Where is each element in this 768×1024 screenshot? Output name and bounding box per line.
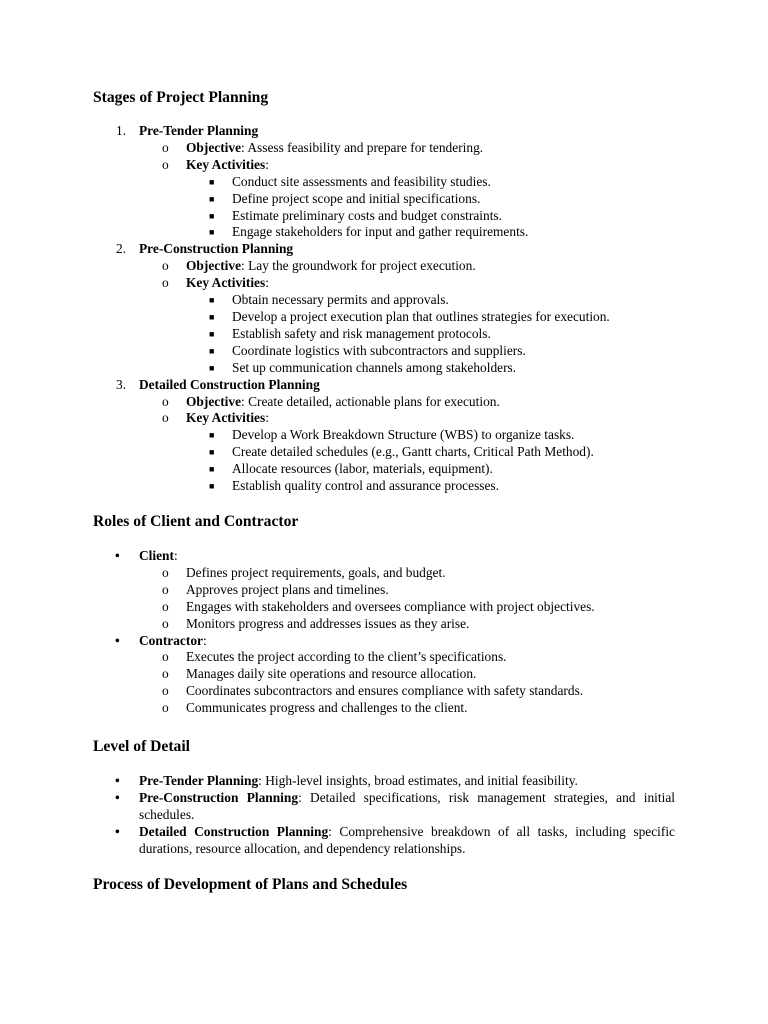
list-item bbox=[93, 824, 675, 858]
list-item bbox=[93, 548, 675, 565]
heading-roles: Roles of Client and Contractor bbox=[93, 513, 299, 530]
circle-bullet-icon: o bbox=[162, 700, 169, 716]
list-item bbox=[93, 700, 675, 717]
activity-text: Establish safety and risk management protocols. bbox=[232, 325, 491, 341]
list-number: 1. bbox=[116, 123, 127, 138]
list-item bbox=[93, 427, 675, 444]
role-point: Engages with stakeholders and oversees compliance with project objectives. bbox=[186, 598, 595, 614]
activity-text: Create detailed schedules (e.g., Gantt charts, Critical Path Method). bbox=[232, 444, 594, 460]
list-number: 3. bbox=[116, 376, 127, 392]
square-bullet-icon: ■ bbox=[209, 193, 215, 204]
activities-label: Key Activities bbox=[186, 275, 266, 291]
circle-bullet-icon: o bbox=[162, 393, 169, 409]
list-item bbox=[93, 410, 675, 427]
list-item bbox=[93, 258, 675, 275]
square-bullet-icon: ■ bbox=[209, 295, 215, 306]
list-item bbox=[93, 616, 675, 633]
role-point: Executes the project according to the client’s specifications. bbox=[186, 649, 507, 665]
detail-label: Pre-Construction Planning bbox=[139, 789, 299, 805]
list-item bbox=[93, 224, 675, 241]
list-item bbox=[93, 666, 675, 683]
activity-text: Set up communication channels among stakeholders. bbox=[232, 359, 517, 375]
activity-text: Engage stakeholders for input and gather requirements. bbox=[232, 224, 529, 240]
circle-bullet-icon: o bbox=[162, 275, 169, 291]
list-item bbox=[93, 773, 675, 790]
heading-process: Process of Development of Plans and Schedules bbox=[93, 876, 408, 893]
activity-text: Develop a Work Breakdown Structure (WBS) to organize tasks. bbox=[232, 427, 575, 443]
role-point: Approves project plans and timelines. bbox=[186, 581, 389, 597]
circle-bullet-icon: o bbox=[162, 615, 169, 631]
detail-text: : Comprehensive breakdown of all tasks, including specific durations, resource allocation, and dependency relationships. bbox=[139, 823, 675, 856]
list-item bbox=[93, 343, 675, 360]
role-point: Communicates progress and challenges to the client. bbox=[186, 700, 468, 716]
square-bullet-icon: ■ bbox=[209, 227, 215, 238]
activity-text: Allocate resources (labor, materials, equipment). bbox=[232, 461, 493, 477]
stage-title: Detailed Construction Planning bbox=[139, 376, 320, 392]
list-item bbox=[93, 309, 675, 326]
heading-stages: Stages of Project Planning bbox=[93, 89, 269, 106]
role-label: Contractor bbox=[139, 632, 203, 648]
disc-bullet-icon: • bbox=[115, 773, 120, 788]
role-colon: : bbox=[202, 632, 207, 648]
circle-bullet-icon: o bbox=[162, 258, 169, 274]
list-item bbox=[93, 633, 675, 650]
square-bullet-icon: ■ bbox=[209, 311, 215, 322]
role-point: Manages daily site operations and resource allocation. bbox=[186, 666, 477, 682]
list-item bbox=[93, 599, 675, 616]
list-item bbox=[93, 241, 675, 258]
list-item bbox=[93, 461, 675, 478]
list-item bbox=[93, 649, 675, 666]
square-bullet-icon: ■ bbox=[209, 362, 215, 373]
list-item bbox=[93, 140, 675, 157]
circle-bullet-icon: o bbox=[162, 598, 169, 614]
square-bullet-icon: ■ bbox=[209, 210, 215, 221]
stage-title: Pre-Construction Planning bbox=[139, 241, 294, 257]
circle-bullet-icon: o bbox=[162, 581, 169, 597]
list-item bbox=[93, 582, 675, 599]
role-label: Client bbox=[139, 548, 174, 563]
activities-colon: : bbox=[265, 156, 269, 172]
disc-bullet-icon: • bbox=[115, 632, 120, 648]
detail-label: Detailed Construction Planning bbox=[139, 823, 329, 839]
activity-text: Develop a project execution plan that outlines strategies for execution. bbox=[232, 308, 610, 324]
square-bullet-icon: ■ bbox=[209, 430, 215, 441]
circle-bullet-icon: o bbox=[162, 410, 169, 426]
heading-level-of-detail: Level of Detail bbox=[93, 738, 190, 755]
activities-colon: : bbox=[265, 410, 269, 426]
role-point: Coordinates subcontractors and ensures compliance with safety standards. bbox=[186, 683, 584, 699]
list-item bbox=[93, 191, 675, 208]
activities-colon: : bbox=[265, 275, 269, 291]
activity-text: Obtain necessary permits and approvals. bbox=[232, 292, 449, 308]
list-item bbox=[93, 123, 675, 140]
list-item bbox=[93, 683, 675, 700]
square-bullet-icon: ■ bbox=[209, 345, 215, 356]
detail-text: : Detailed specifications, risk management strategies, and initial schedules. bbox=[139, 789, 676, 822]
list-item bbox=[93, 326, 675, 343]
stage-title: Pre-Tender Planning bbox=[139, 123, 259, 138]
square-bullet-icon: ■ bbox=[209, 447, 215, 458]
list-item bbox=[93, 292, 675, 309]
square-bullet-icon: ■ bbox=[209, 464, 215, 475]
objective-label: Objective bbox=[186, 393, 242, 409]
square-bullet-icon: ■ bbox=[209, 328, 215, 339]
square-bullet-icon: ■ bbox=[209, 176, 215, 187]
list-item bbox=[93, 377, 675, 394]
detail-text: : High-level insights, broad estimates, and initial feasibility. bbox=[258, 773, 578, 788]
circle-bullet-icon: o bbox=[162, 564, 169, 580]
circle-bullet-icon: o bbox=[162, 139, 169, 155]
disc-bullet-icon: • bbox=[115, 789, 120, 805]
activity-text: Estimate preliminary costs and budget constraints. bbox=[232, 207, 502, 223]
activity-text: Establish quality control and assurance processes. bbox=[232, 478, 499, 494]
square-bullet-icon: ■ bbox=[209, 481, 215, 492]
circle-bullet-icon: o bbox=[162, 649, 169, 665]
list-item bbox=[93, 394, 675, 411]
list-number: 2. bbox=[116, 241, 127, 257]
activity-text: Conduct site assessments and feasibility studies. bbox=[232, 173, 491, 189]
disc-bullet-icon: • bbox=[115, 548, 120, 563]
objective-text: : Assess feasibility and prepare for tendering. bbox=[241, 139, 484, 155]
role-point: Monitors progress and addresses issues as they arise. bbox=[186, 615, 470, 631]
objective-label: Objective bbox=[186, 258, 242, 274]
roles-list bbox=[93, 548, 675, 717]
list-item bbox=[93, 360, 675, 377]
stages-list bbox=[93, 123, 675, 495]
role-colon: : bbox=[173, 548, 178, 563]
objective-text: : Lay the groundwork for project execution. bbox=[241, 258, 476, 274]
role-point: Defines project requirements, goals, and budget. bbox=[186, 564, 446, 580]
detail-list bbox=[93, 773, 675, 858]
activity-text: Define project scope and initial specifications. bbox=[232, 190, 481, 206]
disc-bullet-icon: • bbox=[115, 823, 120, 839]
detail-label: Pre-Tender Planning bbox=[139, 773, 259, 788]
list-item bbox=[93, 565, 675, 582]
objective-text: : Create detailed, actionable plans for execution. bbox=[241, 393, 500, 409]
activities-label: Key Activities bbox=[186, 156, 266, 172]
activity-text: Coordinate logistics with subcontractors and suppliers. bbox=[232, 342, 526, 358]
list-item bbox=[93, 174, 675, 191]
list-item bbox=[93, 157, 675, 174]
list-item bbox=[93, 478, 675, 495]
list-item bbox=[93, 208, 675, 225]
circle-bullet-icon: o bbox=[162, 666, 169, 682]
activities-label: Key Activities bbox=[186, 410, 266, 426]
list-item bbox=[93, 790, 675, 824]
list-item bbox=[93, 444, 675, 461]
circle-bullet-icon: o bbox=[162, 683, 169, 699]
objective-label: Objective bbox=[186, 139, 242, 155]
list-item bbox=[93, 275, 675, 292]
circle-bullet-icon: o bbox=[162, 156, 169, 172]
